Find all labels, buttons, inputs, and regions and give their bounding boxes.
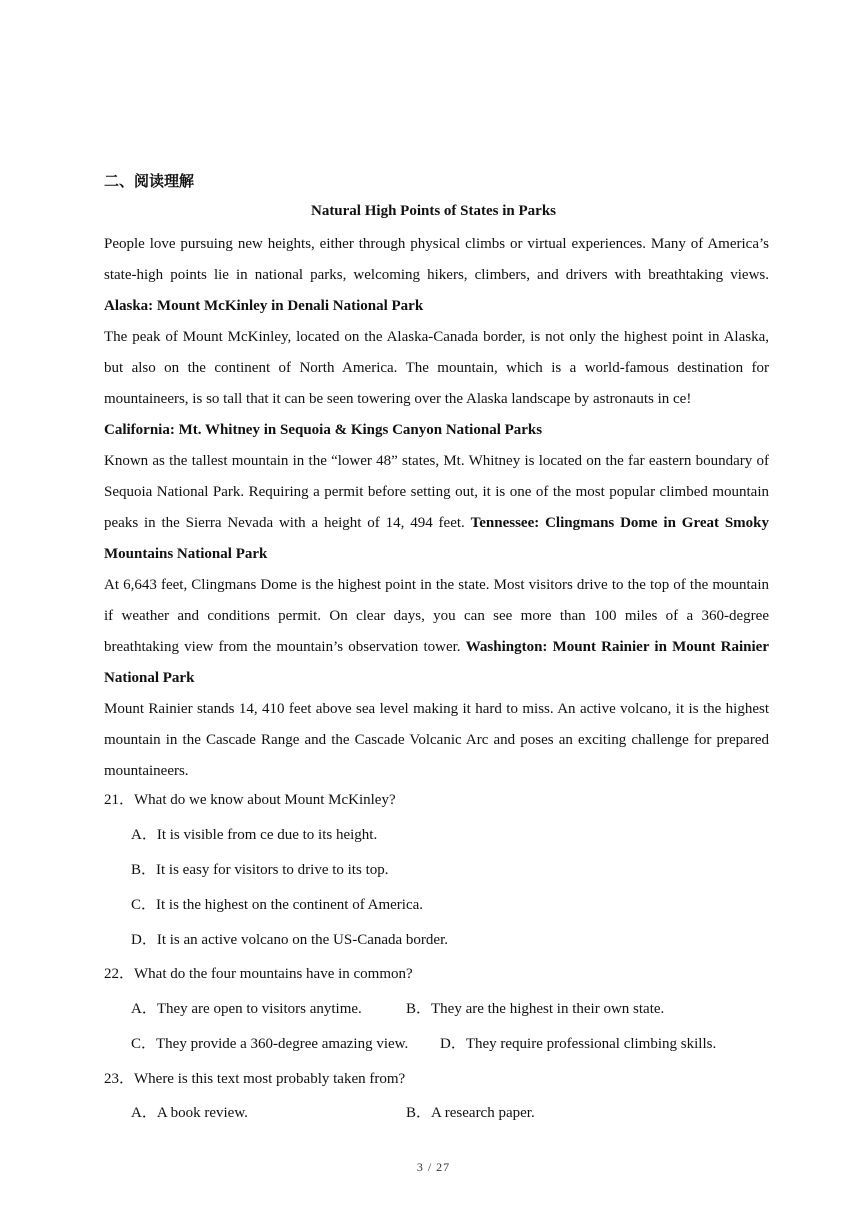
alaska-body-text: The peak of Mount McKinley, located on the Alaska-Canada border, is not only the highest point in Alaska, but also on the continent of North America. The mountain, which is a world-famous destination for mountaineers, is so tall that it can be seen towering over the Alaska landscape by astronauts in ce!: [104, 329, 769, 407]
question-22-stem: 22．What do the four mountains have in common?: [104, 966, 413, 982]
page-number: 3 / 27: [416, 1160, 451, 1174]
passage-intro-text: People love pursuing new heights, either through physical climbs or virtual experiences. Many of America’s state-high points lie in national parks, welcoming hikers, climbers, and drivers with breathtaking views.: [104, 236, 769, 283]
question-21-option-c: C．It is the highest on the continent of America.: [131, 897, 424, 913]
question-22-option-b: B．They are the highest in their own state.: [406, 1001, 665, 1017]
section-heading-washington: Washington: Mount Rainier in Mount Rainier National Park: [104, 639, 769, 686]
question-21-option-d: D．It is an active volcano on the US-Canada border.: [131, 932, 448, 948]
question-23-stem: 23．Where is this text most probably taken from?: [104, 1071, 406, 1087]
passage-paragraph-california-heading: [104, 415, 769, 446]
section-heading-tennessee: Tennessee: Clingmans Dome in Great Smoky Mountains National Park: [104, 515, 769, 562]
passage-paragraph-alaska: [104, 322, 769, 415]
question-21-stem: 21．What do we know about Mount McKinley?: [104, 792, 396, 808]
passage-paragraph-washington: [104, 694, 769, 787]
passage-body: [104, 229, 769, 787]
question-23-option-a: A．A book review.: [131, 1105, 248, 1121]
passage-title: Natural High Points of States in Parks: [310, 203, 556, 219]
question-22-option-d: D．They require professional climbing skills.: [440, 1036, 717, 1052]
question-22-option-a: A．They are open to visitors anytime.: [131, 1001, 362, 1017]
passage-paragraph-california: [104, 446, 769, 570]
passage-paragraph-intro: [104, 229, 769, 322]
question-21-option-a: A．It is visible from ce due to its height.: [131, 827, 378, 843]
section-heading: 二、阅读理解: [104, 172, 195, 190]
california-body-text: Known as the tallest mountain in the “lower 48” states, Mt. Whitney is located on the far eastern boundary of Sequoia National Park. Requiring a permit before setting out, it is one of the most popular climbed mountain peaks in the Sierra Nevada with a height of 14, 494 feet.: [104, 453, 769, 531]
tennessee-body-text: At 6,643 feet, Clingmans Dome is the highest point in the state. Most visitors drive to the top of the mountain if weather and conditions permit. On clear days, you can see more than 100 miles of a 360-degree breathtaking view from the mountain’s observation tower.: [104, 577, 769, 655]
question-22-option-c: C．They provide a 360-degree amazing view.: [131, 1036, 409, 1052]
section-heading-alaska: Alaska: Mount McKinley in Denali National Park: [104, 298, 424, 314]
question-23-option-b: B．A research paper.: [406, 1105, 535, 1121]
washington-body-text: Mount Rainier stands 14, 410 feet above sea level making it hard to miss. An active volcano, it is the highest mountain in the Cascade Range and the Cascade Volcanic Arc and poses an exciting challenge for prepared mountaineers.: [104, 701, 769, 779]
section-heading-california: California: Mt. Whitney in Sequoia & Kings Canyon National Parks: [104, 422, 543, 438]
question-21-option-b: B．It is easy for visitors to drive to its top.: [131, 862, 389, 878]
passage-paragraph-tennessee: [104, 570, 769, 694]
